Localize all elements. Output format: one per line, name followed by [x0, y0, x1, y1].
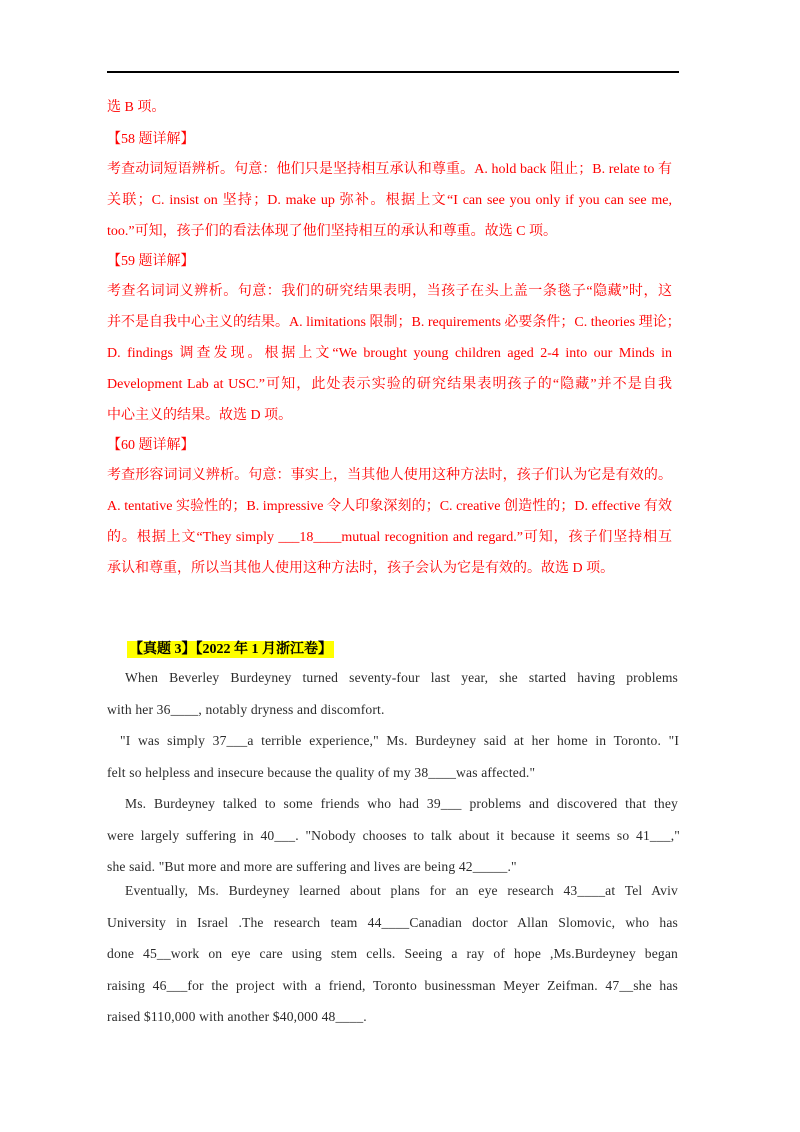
q60-line: 考查形容词词义辨析。句意：事实上，当其他人使用这种方法时，孩子们认为它是有效的。 — [107, 468, 672, 483]
q59-line: 中心主义的结果。故选 D 项。 — [107, 408, 293, 423]
passage-line: raised $110,000 with another $40,000 48____. — [107, 1009, 367, 1024]
q59-line: Development Lab at USC.”可知，此处表示实验的研究结果表明孩子的“隐藏”并不是自我 — [107, 377, 672, 392]
q59-heading: 【59 题详解】 — [107, 254, 195, 269]
passage-line: "I was simply 37___a terrible experience," Ms. Burdeyney said at her home in Toronto. "I — [120, 733, 679, 748]
passage-line: she said. "But more and more are suffering and lives are being 42_____." — [107, 859, 517, 874]
q59-line: 考查名词词义辨析。句意：我们的研究结果表明，当孩子在头上盖一条毯子“隐藏”时，这 — [107, 284, 672, 299]
passage-title: 【真题 3】【2022 年 1 月浙江卷】 — [129, 642, 332, 657]
passage-line: University in Israel .The research team 44____Canadian doctor Allan Slomovic, who has — [107, 915, 678, 930]
passage-title-wrap — [127, 638, 334, 658]
q60-line: 承认和尊重，所以当其他人使用这种方法时，孩子会认为它是有效的。故选 D 项。 — [107, 561, 615, 576]
q58-heading: 【58 题详解】 — [107, 132, 195, 147]
passage-line: Eventually, Ms. Burdeyney learned about plans for an eye research 43____at Tel Aviv — [125, 883, 678, 898]
q60-line: 的。根据上文“They simply ___18____mutual recognition and regard.”可知，孩子们坚持相互 — [107, 530, 672, 545]
q58-line: too.”可知，孩子们的看法体现了他们坚持相互的承认和尊重。故选 C 项。 — [107, 224, 557, 239]
passage-line: felt so helpless and insecure because the quality of my 38____was affected." — [107, 765, 536, 780]
q59-line: D. findings 调查发现。根据上文“We brought young children aged 2-4 into our Minds in — [107, 346, 672, 361]
passage-line: with her 36____, notably dryness and discomfort. — [107, 702, 385, 717]
header-rule — [107, 71, 679, 73]
prev-answer-line: 选 B 项。 — [107, 100, 166, 115]
q58-line: 关联；C. insist on 坚持；D. make up 弥补。根据上文“I can see you only if you can see me, — [107, 193, 672, 208]
passage-line: were largely suffering in 40___. "Nobody chooses to talk about it because it seems so 41___," — [107, 828, 680, 843]
q60-line: A. tentative 实验性的；B. impressive 令人印象深刻的；C. creative 创造性的；D. effective 有效 — [107, 499, 672, 514]
q59-line: 并不是自我中心主义的结果。A. limitations 限制；B. requirements 必要条件；C. theories 理论； — [107, 315, 681, 330]
passage-line: When Beverley Burdeyney turned seventy-four last year, she started having problems — [125, 670, 678, 685]
q60-heading: 【60 题详解】 — [107, 438, 195, 453]
passage-line: Ms. Burdeyney talked to some friends who had 39___ problems and discovered that they — [125, 796, 678, 811]
passage-line: done 45__work on eye care using stem cells. Seeing a ray of hope ,Ms.Burdeyney began — [107, 946, 678, 961]
passage-line: raising 46___for the project with a friend, Toronto businessman Meyer Zeifman. 47__she has — [107, 978, 678, 993]
q58-line: 考查动词短语辨析。句意：他们只是坚持相互承认和尊重。A. hold back 阻止；B. relate to 有 — [107, 162, 672, 177]
